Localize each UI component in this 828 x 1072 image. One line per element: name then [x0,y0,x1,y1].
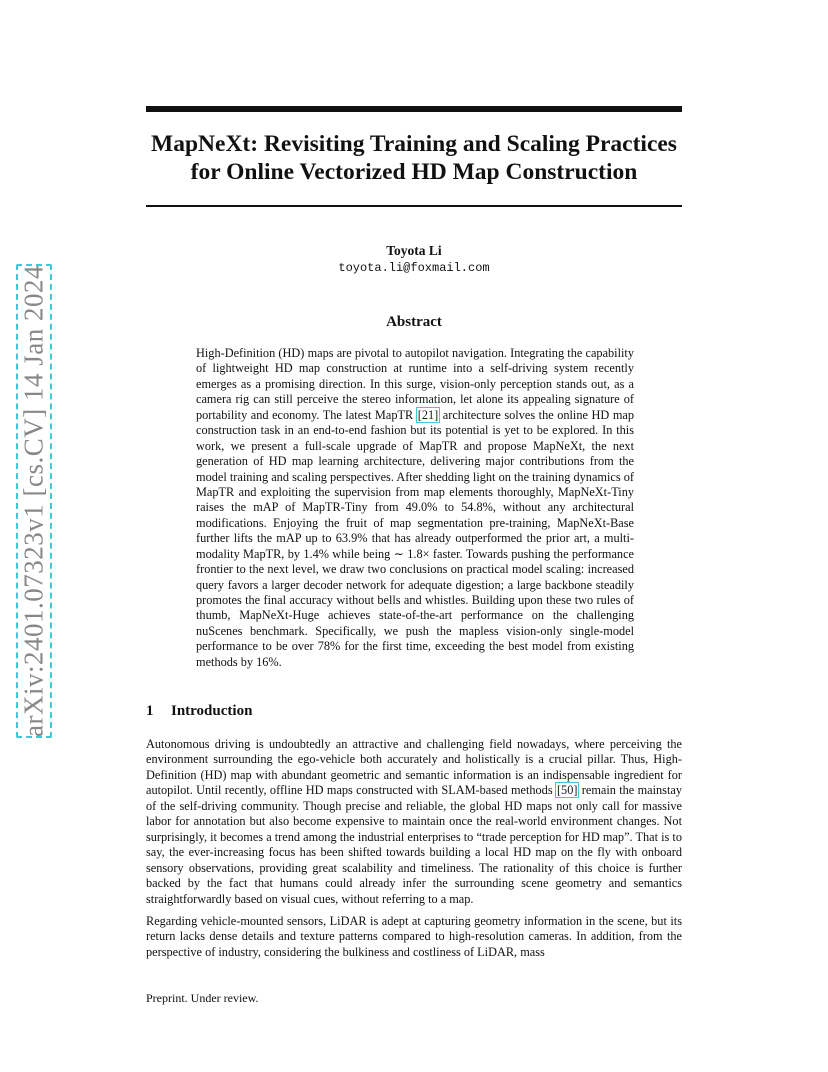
abstract-heading: Abstract [386,314,442,330]
citation-link[interactable]: [21] [417,407,439,422]
footer-note: Preprint. Under review. [146,991,259,1005]
title-line-2: for Online Vectorized HD Map Construction [190,159,638,185]
intro-p1-part-1: Autonomous driving is undoubtedly an attractive and challenging field nowadays, where perceiving the environment surrounding the ego-vehicle both accurately and holistically is a crucial pillar. Thus, High-Definition (HD) map with abundant geometric and semantic information is an indispensable ingredient for autopilot. Until recently, offline HD maps constructed with SLAM-based methods [146,737,682,798]
author-name: Toyota Li [386,243,442,258]
paper-title [146,130,682,186]
section-heading-introduction [146,702,252,720]
title-line-1: MapNeXt: Revisiting Training and Scaling Practices [151,131,677,157]
section-number: 1 [146,703,154,719]
arxiv-stamp[interactable] [16,264,52,738]
section-title: Introduction [171,703,253,719]
author-email: toyota.li@foxmail.com [338,261,490,275]
introduction-body [146,737,682,967]
arxiv-stamp-label: arXiv:2401.07323v1 [cs.CV] 14 Jan 2024 [18,265,49,737]
abstract-paragraph [196,346,634,670]
title-top-rule [146,106,682,112]
intro-paragraph-1 [146,737,682,907]
title-bottom-rule [146,205,682,207]
citation-link[interactable]: [50] [556,783,578,798]
intro-p1-part-2: remain the mainstay of the self-driving community. Though precise and reliable, the global HD maps not only call for massive labor for annotation but also become expensive to maintain once the real-world environment changes. Not surprisingly, it becomes a trend among the industrial enterprises to “trade perception for HD map”. That is to say, the ever-increasing focus has been shifted towards building a local HD map on the fly with onboard sensory observations, providing great scalability and timeliness. The rationality of this choice is further backed by the fact that humans could already infer the surrounding scene geometry and semantics straightforwardly based on visual cues, without referring to a map. [146,783,682,906]
abstract-text-part-1: High-Definition (HD) maps are pivotal to autopilot navigation. Integrating the capability of lightweight HD map construction at runtime into a self-driving system recently emerges as a promising direction. In this surge, vision-only perception stands out, as a camera rig can still perceive the stereo information, let alone its appealing signature of portability and economy. The latest MapTR [196,346,634,422]
abstract-body [196,346,634,670]
abstract-text-part-2: architecture solves the online HD map construction task in an end-to-end fashion but its potential is yet to be explored. In this work, we present a full-scale upgrade of MapTR and propose MapNeXt, the next generation of HD map learning architecture, delivering major contributions from the model training and scaling perspectives. After shedding light on the training dynamics of MapTR and exploiting the supervision from map elements thoroughly, MapNeXt-Tiny raises the mAP of MapTR-Tiny from 49.0% to 54.8%, without any architectural modifications. Enjoying the fruit of map segmentation pre-training, MapNeXt-Base further lifts the mAP up to 63.9% that has already outperformed the prior art, a multi-modality MapTR, by 1.4% while being ∼ 1.8× faster. Towards pushing the performance frontier to the next level, we draw two conclusions on practical model scaling: increased query favors a larger decoder network for adequate digestion; a large backbone steadily promotes the final accuracy without bells and whistles. Building upon these two rules of thumb, MapNeXt-Huge achieves state-of-the-art performance on the challenging nuScenes benchmark. Specifically, we push the mapless vision-only single-model performance to be over 78% for the first time, exceeding the best model from existing methods by 16%. [196,407,634,669]
intro-paragraph-2: Regarding vehicle-mounted sensors, LiDAR is adept at capturing geometry information in the scene, but its return lacks dense details and texture patterns compared to high-resolution cameras. In addition, from the perspective of industry, considering the bulkiness and costliness of LiDAR, mass [146,913,682,959]
